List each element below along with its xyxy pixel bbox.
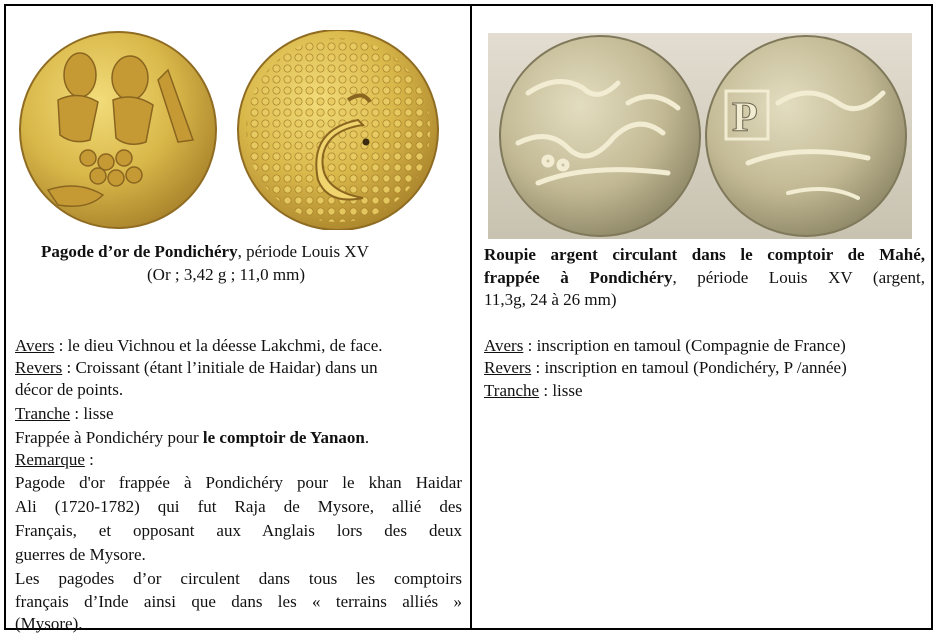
- right-tranche-line: [484, 380, 583, 402]
- left-revers-text-1: : Croissant (étant l’initiale de Haidar) dans un: [62, 358, 378, 377]
- right-caption-line-2: [484, 267, 925, 289]
- left-pagodes-line-1: Les pagodes d’or circulent dans tous les comptoirs: [15, 569, 462, 588]
- silver-coins-image: [488, 33, 912, 239]
- left-caption-period: , période Louis XV: [237, 242, 369, 261]
- left-remarque-line-3: Français, et opposant aux Anglais lors des deux: [15, 521, 462, 540]
- gold-coin-obverse: [20, 32, 216, 228]
- right-tranche-label: Tranche: [484, 381, 540, 400]
- coin-letter-p: P: [732, 95, 758, 141]
- left-revers-line: [15, 357, 463, 379]
- left-remarque-line-4: guerres de Mysore.: [15, 545, 146, 564]
- right-caption-line-3: 11,3g, 24 à 26 mm): [484, 290, 617, 309]
- right-avers-text: : inscription en tamoul (Compagnie de France): [523, 336, 846, 355]
- left-revers-line-2: décor de points.: [15, 380, 124, 399]
- left-pagodes-line-2: français d’Inde ainsi que dans les « terrains alliés »: [15, 592, 462, 611]
- right-caption-line-1: Roupie argent circulant dans le comptoir de Mahé,: [484, 245, 925, 264]
- left-tranche-line: [15, 403, 114, 425]
- left-avers-line: [15, 335, 383, 357]
- right-caption-bold-2: frappée à Pondichéry: [484, 268, 673, 287]
- right-caption-rest-2: , période Louis XV (argent,: [672, 268, 925, 287]
- left-revers-label: Revers: [15, 358, 63, 377]
- right-revers-text: : inscription en tamoul (Pondichéry, P /année): [531, 358, 847, 377]
- right-cell: [472, 6, 931, 628]
- right-avers-line: [484, 335, 846, 357]
- right-revers-label: Revers: [484, 358, 532, 377]
- left-tranche-text: : lisse: [70, 404, 114, 423]
- left-remarque-colon: :: [84, 450, 94, 469]
- left-frappee-end: .: [364, 428, 370, 447]
- gold-coins-image: [18, 30, 448, 230]
- left-tranche-label: Tranche: [15, 404, 71, 423]
- left-frappee-line: [15, 427, 369, 449]
- left-avers-label: Avers: [15, 336, 55, 355]
- left-frappee-bold: le comptoir de Yanaon: [202, 428, 365, 447]
- left-caption-line-1: [41, 241, 369, 263]
- left-remarque-label: Remarque: [15, 450, 85, 469]
- right-tranche-text: : lisse: [539, 381, 583, 400]
- gold-coin-reverse: [238, 30, 438, 230]
- silver-coin-reverse: [706, 36, 906, 236]
- left-caption-title: Pagode d’or de Pondichéry: [41, 242, 238, 261]
- left-pagodes-line-3: (Mysore).: [15, 614, 83, 633]
- right-revers-line: [484, 357, 847, 379]
- left-frappee-text: Frappée à Pondichéry pour: [15, 428, 203, 447]
- coin-table: [4, 4, 933, 633]
- silver-coin-obverse: [500, 36, 700, 236]
- left-caption-specs: (Or ; 3,42 g ; 11,0 mm): [147, 265, 306, 284]
- right-avers-label: Avers: [484, 336, 524, 355]
- left-cell: [6, 6, 469, 633]
- left-remarque-line: [15, 449, 94, 471]
- left-remarque-line-2: Ali (1720-1782) qui fut Raja de Mysore, allié des: [15, 497, 462, 516]
- left-remarque-line-1: Pagode d'or frappée à Pondichéry pour le khan Haidar: [15, 473, 462, 492]
- left-avers-text: : le dieu Vichnou et la déesse Lakchmi, de face.: [54, 336, 383, 355]
